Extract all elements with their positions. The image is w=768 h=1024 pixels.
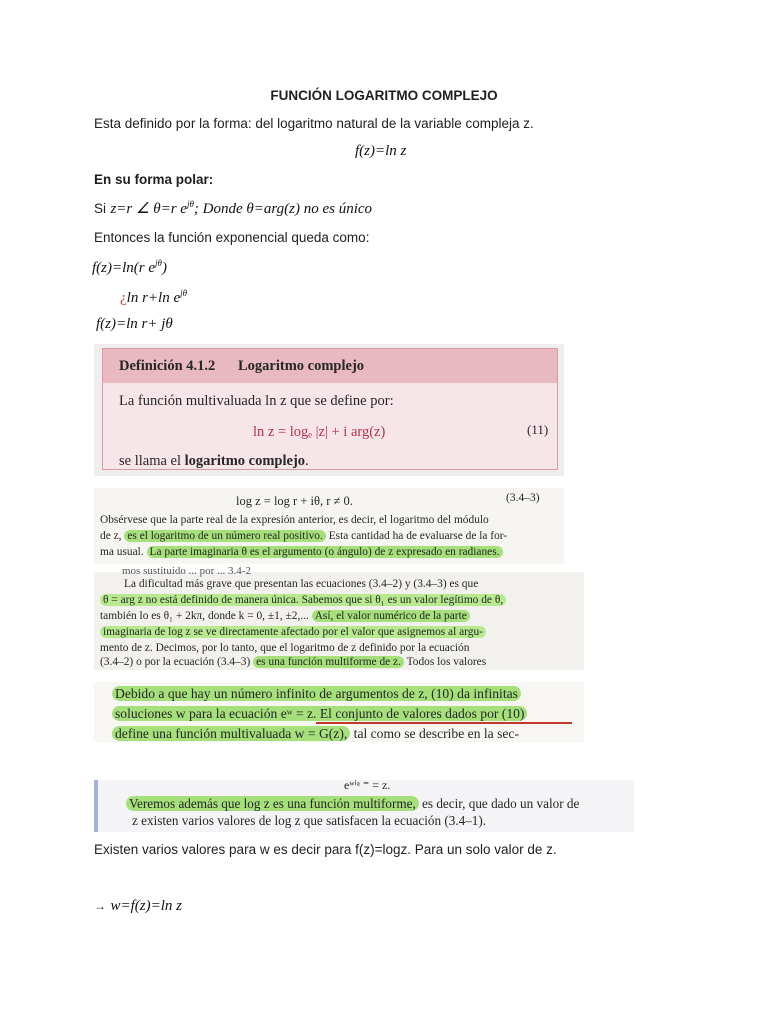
scan2-line1: Obsérvese que la parte real de la expresión anterior, es decir, el logaritmo del módulo [100,514,489,526]
polar-line [94,199,372,218]
scan4-line3-b: tal como se describe en la sec- [350,726,519,741]
scan3-line0: mos sustituido ... por ... 3.4-2 [122,565,251,577]
scan3-line2 [100,594,506,606]
scan3-line3-a: también lo es θ₁ + 2kπ, donde k = 0, ±1, ±2,... [100,610,312,622]
scan3-line1: La dificultad más grave que presentan las ecuaciones (3.4–2) y (3.4–3) es que [124,578,479,590]
scan-log-definition [94,488,564,564]
scan4-line2 [112,706,527,722]
definition-title: Logaritmo complejo [238,358,365,374]
scan-log-multiform [94,780,634,832]
scan5-line1 [126,796,579,812]
eq1-exp: jθ [155,258,162,268]
existen-text: Existen varios valores para w es decir para f(z)=logz. Para un solo valor de z. [94,842,557,857]
scan2-line3-a: ma usual. [100,546,147,558]
scan-multivalued [94,682,584,742]
definition-line2-a: se llama el [119,453,185,469]
equation-1 [92,258,167,277]
definition-line2 [119,453,309,470]
page-title: FUNCIÓN LOGARITMO COMPLEJO [270,88,498,103]
definition-eqnum: (11) [527,422,549,437]
scan3-line2-highlight: θ = arg z no está definido de manera única. Sabemos que si θ₁ es un valor legítimo de θ, [100,594,506,606]
scan2-line2-a: de z, [100,530,125,542]
scan3-line6-b: Todos los valores [403,656,487,668]
scan4-line3 [112,726,519,742]
eq2-exp: jθ [180,288,188,298]
polar-heading: En su forma polar: [94,172,214,187]
scan2-line2-highlight: es el logaritmo de un número real positivo. [124,530,326,542]
scan3-line4-highlight: imaginaria de log z se ve directamente afectado por el valor que asignemos al argu- [100,626,486,638]
scan5-edge [94,780,98,832]
scan2-eqnum: (3.4–3) [506,492,540,504]
scan5-line2: z existen varios valores de log z que satisfacen la ecuación (3.4–1). [132,813,487,828]
arrow-icon: → [94,899,106,913]
definition-formula: ln z = logₑ |z| + i arg(z) [253,424,386,440]
scan3-line6-highlight: es una función multiforme de z. [253,656,404,668]
final-eq: w=f(z)=ln z [110,898,182,914]
scan4-red-underline [316,722,572,724]
entonces-text: Entonces la función exponencial queda como: [94,230,370,245]
scan5-line1-b: es decir, que dado un valor de [418,796,580,811]
scan3-line6 [100,656,486,668]
scan3-line6-a: (3.4–2) o por la ecuación (3.4–3) [100,656,254,668]
polar-eq-base: z=r ∠ θ=r e [110,201,187,217]
eq1-close: ) [161,260,167,276]
final-equation [94,897,182,915]
scan3-line3-highlight: Así, el valor numérico de la parte [312,610,470,622]
scan4-line1 [112,686,521,702]
scan-multiform [94,565,584,670]
scan4-line1-highlight: Debido a que hay un número infinito de argumentos de z, (10) da infinitas [112,686,521,701]
definition-line2-c: . [305,453,309,469]
scan2-line3-highlight: La parte imaginaria θ es el argumento (o ángulo) de z expresado en radianes. [147,546,503,558]
definition-scan [94,344,564,476]
eq1-base: f(z)=ln(r e [92,260,156,276]
equation-3: f(z)=ln r+ jθ [96,316,173,332]
eq2-base: ln r+ln e [126,290,181,306]
definition-number: Definición 4.1.2 [119,358,216,374]
scan2-line2-b: Esta cantidad ha de evaluarse de la for- [325,530,508,542]
scan5-line1-highlight: Veremos además que log z es una función multiforme, [126,796,419,811]
scan3-line3 [100,610,470,622]
polar-si: Si [94,201,107,216]
eq2-mark: ¿ [120,290,127,306]
scan4-line3-highlight: define una función multivaluada w = G(z), [112,726,350,741]
equation-2 [120,288,187,307]
scan5-formula: eʷⁱᵃ ⁼ = z. [344,778,391,792]
polar-equation [110,201,372,217]
definition-line2-bold: logaritmo complejo [184,453,306,469]
definition-box [102,348,558,470]
intro-text: Esta definido por la forma: del logaritmo natural de la variable compleja z. [94,116,534,131]
polar-eq-exp: jθ [186,199,194,209]
scan2-line2 [100,530,507,542]
polar-eq-rest: ; Donde θ=arg(z) no es único [193,201,373,217]
scan2-line3 [100,546,503,558]
definition-line1: La función multivaluada ln z que se define por: [119,393,394,409]
scan2-formula: log z = log r + iθ, r ≠ 0. [236,494,353,508]
main-equation: f(z)=ln z [355,143,407,159]
scan3-line5: mento de z. Decimos, por lo tanto, que el logaritmo de z definido por la ecuación [100,642,470,654]
scan4-line2-highlight: soluciones w para la ecuación eʷ = z. El conjunto de valores dados por (10) [112,706,527,721]
scan3-line4 [100,626,486,638]
